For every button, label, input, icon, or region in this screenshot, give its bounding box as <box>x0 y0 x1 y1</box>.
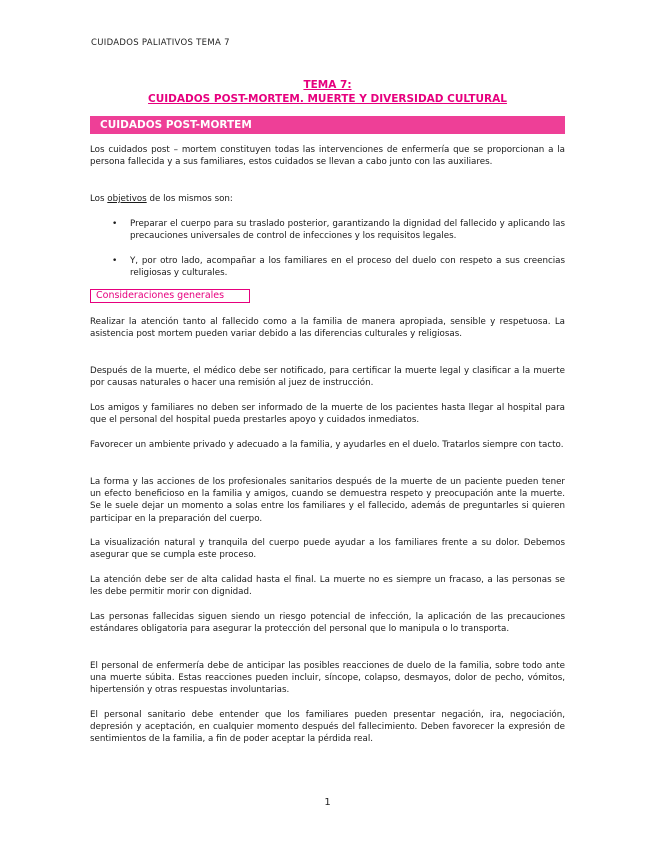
list-item <box>90 255 565 279</box>
paragraph <box>90 574 565 598</box>
list-item-text: Y, por otro lado, acompañar a los familiares en el proceso del duelo con respeto a sus creencias religiosas y culturales. <box>130 256 565 279</box>
paragraph <box>90 402 565 426</box>
paragraph-text: Las personas fallecidas siguen siendo un riesgo potencial de infección, la aplicación de las precauciones estándares obligatoria para asegurar la protección del personal que lo manipula o lo transporta. <box>90 612 565 635</box>
title-line-2: CUIDADOS POST-MORTEM. MUERTE Y DIVERSIDAD CULTURAL <box>148 93 507 105</box>
paragraph <box>90 316 565 340</box>
paragraph-text: Después de la muerte, el médico debe ser notificado, para certificar la muerte legal y clasificar a la muerte por causas naturales o hacer una remisión al juez de instrucción. <box>90 366 565 389</box>
objectives-list-container-2 <box>90 255 565 279</box>
intro-text: Los cuidados post – mortem constituyen todas las intervenciones de enfermería que se proporcionan a la persona fallecida y a sus familiares, estos cuidados se llevan a cabo junto con las auxiliares. <box>90 145 565 168</box>
subsection-heading: Consideraciones generales <box>90 289 250 303</box>
objectives-list <box>90 218 565 242</box>
paragraph-text: La visualización natural y tranquila del cuerpo puede ayudar a los familiares frente a su dolor. Debemos asegurar que se cumpla este proceso. <box>90 538 565 561</box>
objectives-suffix: de los mismos son: <box>146 194 233 204</box>
running-header: CUIDADOS PALIATIVOS TEMA 7 <box>91 38 230 48</box>
objectives-list-container <box>90 218 565 242</box>
paragraph <box>90 611 565 635</box>
bullet-icon: • <box>112 256 118 266</box>
title-line-1: TEMA 7: <box>303 79 352 91</box>
document-title <box>90 78 565 106</box>
paragraph <box>90 476 565 525</box>
paragraph-text: Los amigos y familiares no deben ser informado de la muerte de los pacientes hasta llegar al hospital para que el personal del hospital pueda prestarles apoyo y cuidados inmediatos. <box>90 403 565 426</box>
paragraph <box>90 365 565 389</box>
paragraph-text: Favorecer un ambiente privado y adecuado a la familia, y ayudarles en el duelo. Tratarlos siempre con tacto. <box>90 440 564 450</box>
objectives-keyword: objetivos <box>107 194 147 204</box>
page-number: 1 <box>324 797 331 808</box>
paragraph <box>90 660 565 697</box>
bullet-icon: • <box>112 219 118 229</box>
paragraph-text: La atención debe ser de alta calidad hasta el final. La muerte no es siempre un fracaso, a las personas se les debe permitir morir con dignidad. <box>90 575 565 598</box>
paragraph-text: Realizar la atención tanto al fallecido como a la familia de manera apropiada, sensible y respetuosa. La asistencia post mortem pueden variar debido a las diferencias culturales y religiosas. <box>90 317 565 340</box>
objectives-line <box>90 193 565 205</box>
objectives-prefix: Los <box>90 194 108 204</box>
paragraph <box>90 439 565 451</box>
objectives-intro <box>90 193 565 205</box>
paragraph-text: El personal de enfermería debe de anticipar las posibles reacciones de duelo de la familia, sobre todo ante una muerte súbita. Estas reacciones pueden incluir, síncope, colapso, desmayos, dolor de pecho, vómitos, hipertensión y otras respuestas involuntarias. <box>90 661 565 696</box>
paragraph-text: El personal sanitario debe entender que los familiares pueden presentar negación, ira, negociación, depresión y aceptación, en cualquier momento después del fallecimiento. Deben favorecer la expresión de sentimientos de la familia, a fin de poder aceptar la pérdida real. <box>90 710 565 745</box>
paragraph <box>90 709 565 746</box>
paragraph <box>90 537 565 561</box>
paragraph-text: La forma y las acciones de los profesionales sanitarios después de la muerte de un paciente pueden tener un efecto beneficioso en la familia y amigos, cuando se demuestra respeto y preocupación ante la muerte. Se le suele dejar un momento a solas entre los familiares y el fallecido, además de preguntarles si quieren participar en la preparación del cuerpo. <box>90 477 565 524</box>
list-item-text: Preparar el cuerpo para su traslado posterior, garantizando la dignidad del fallecido y aplicando las precauciones universales de control de infecciones y los requisitos legales. <box>130 219 565 242</box>
intro-paragraph <box>90 144 565 168</box>
objectives-list <box>90 255 565 279</box>
list-item <box>90 218 565 242</box>
section-heading-bar: CUIDADOS POST-MORTEM <box>90 116 565 134</box>
